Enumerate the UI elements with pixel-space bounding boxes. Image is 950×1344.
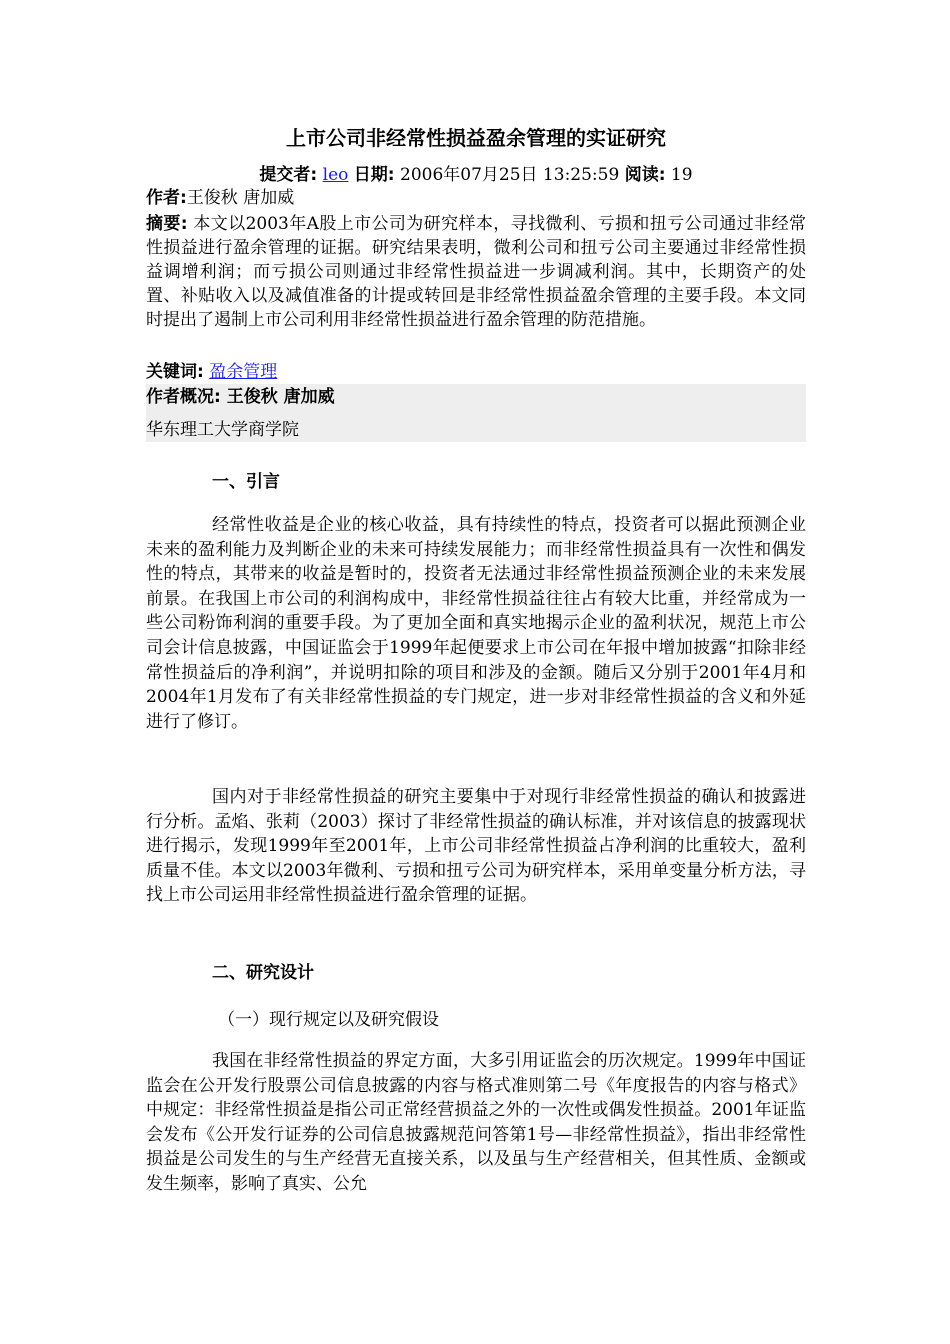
submitter-label: 提交者: xyxy=(259,165,318,185)
authors-line xyxy=(146,186,806,210)
abstract-text: 本文以2003年A股上市公司为研究样本，寻找微利、亏损和扭亏公司通过非经常性损益进行盈余管理的证据。研究结果表明，微利公司和扭亏公司主要通过非经常性损益调增利润；而亏损公司则通过非经常性损益进一步调减利润。其中，长期资产的处置、补贴收入以及减值准备的计提或转回是非经常性损益盈余管理的主要手段。本文同时提出了遏制上市公司利用非经常性损益进行盈余管理的防范措施。 xyxy=(146,214,806,330)
submitter-link[interactable]: leo xyxy=(322,165,349,185)
affiliation: 华东理工大学商学院 xyxy=(146,420,299,440)
section-heading-research-design: 二、研究设计 xyxy=(212,963,314,983)
reads-label: 阅读: xyxy=(624,165,666,185)
paragraph-2: 国内对于非经常性损益的研究主要集中于对现行非经常性损益的确认和披露进行分析。孟焰、张莉（2003）探讨了非经常性损益的确认标准，并对该信息的披露现状进行揭示，发现1999年至2001年，上市公司非经常性损益占净利润的比重较大，盈利质量不佳。本文以2003年微利、亏损和扭亏公司为研究样本，采用单变量分析方法，寻找上市公司运用非经常性损益进行盈余管理的证据。 xyxy=(146,787,806,906)
section-heading-introduction: 一、引言 xyxy=(212,472,280,492)
author-profile-box xyxy=(146,384,806,442)
paragraph-1: 经常性收益是企业的核心收益，具有持续性的特点，投资者可以据此预测企业未来的盈利能力及判断企业的未来可持续发展能力；而非经常性损益具有一次性和偶发性的特点，其带来的收益是暂时的，投资者无法通过非经常性损益预测企业的未来发展前景。在我国上市公司的利润构成中，非经常性损益往往占有较大比重，并经常成为一些公司粉饰利润的重要手段。为了更加全面和真实地揭示企业的盈利状况，规范上市公司会计信息披露，中国证监会于1999年起便要求上市公司在年报中增加披露“扣除非经常性损益后的净利润”，并说明扣除的项目和涉及的金额。随后又分别于2001年4月和2004年1月发布了有关非经常性损益的专门规定，进一步对非经常性损益的含义和外延进行了修订。 xyxy=(146,515,806,732)
keyword-link[interactable]: 盈余管理 xyxy=(209,362,278,382)
article-meta xyxy=(146,160,806,185)
article-title: 上市公司非经常性损益盈余管理的实证研究 xyxy=(286,126,666,150)
date-value: 2006年07月25日 13:25:59 xyxy=(400,165,620,185)
abstract-label: 摘要: xyxy=(146,214,188,234)
abstract xyxy=(146,212,806,332)
keywords-label: 关键词: xyxy=(146,362,204,382)
keywords-line xyxy=(146,360,806,384)
subsection-heading: （一）现行规定以及研究假设 xyxy=(218,1010,439,1030)
authors-value: 王俊秋 唐加威 xyxy=(186,188,295,208)
profile-heading: 作者概况: 王俊秋 唐加威 xyxy=(146,387,335,407)
date-label: 日期: xyxy=(353,165,395,185)
reads-value: 19 xyxy=(670,165,693,185)
paragraph-3: 我国在非经常性损益的界定方面，大多引用证监会的历次规定。1999年中国证监会在公开发行股票公司信息披露的内容与格式准则第二号《年度报告的内容与格式》中规定：非经常性损益是指公司正常经营损益之外的一次性或偶发性损益。2001年证监会发布《公开发行证券的公司信息披露规范问答第1号—非经常性损益》，指出非经常性损益是公司发生的与生产经营无直接关系，以及虽与生产经营相关，但其性质、金额或发生频率，影响了真实、公允 xyxy=(146,1051,806,1194)
authors-label: 作者: xyxy=(146,188,187,208)
